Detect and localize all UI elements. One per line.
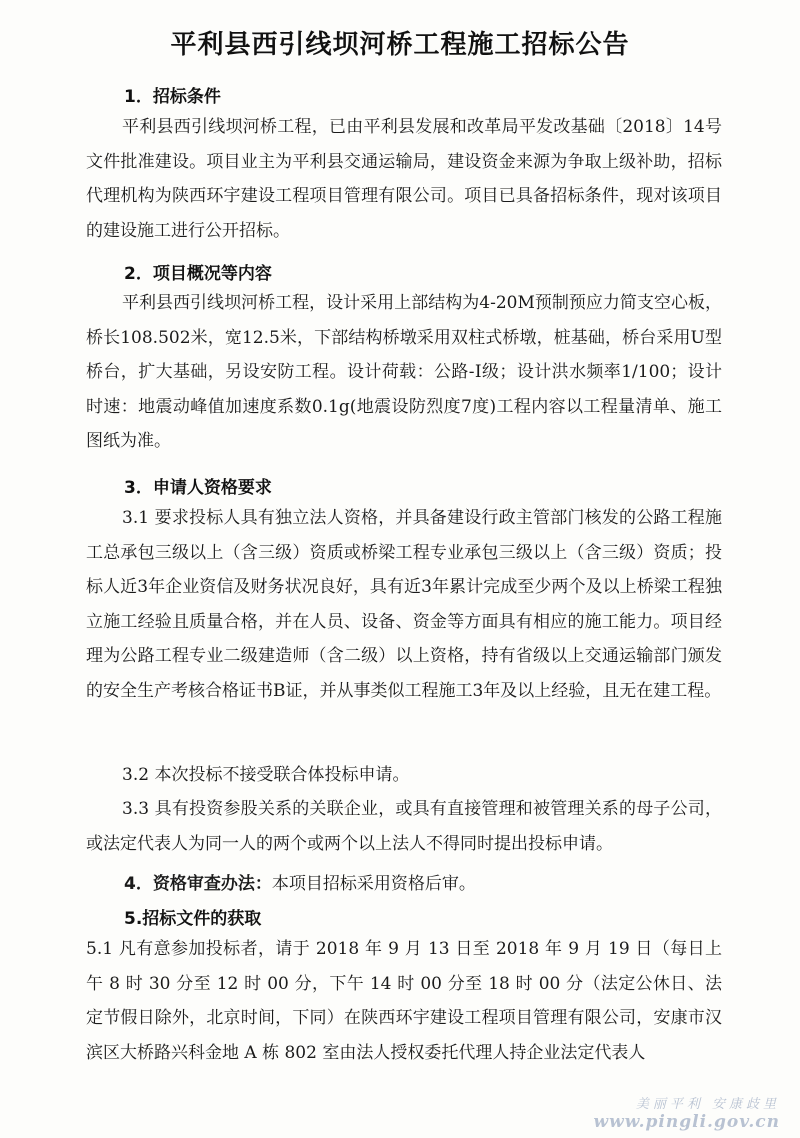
section-4-text: 本项目招标采用资格后审。 (271, 874, 476, 894)
section-2-heading: 2．项目概况等内容 (124, 264, 272, 284)
document-title: 平利县西引线坝河桥工程施工招标公告 (170, 30, 630, 60)
section-5-1-paragraph: 5.1 凡有意参加投标者，请于 2018 年 9 月 13 日至 2018 年 9 月 19 日（每日上午 8 时 30 分至 12 时 00 分，下午 14 时 00 分至 18 时 00 分（法定公休日、法定节假日除外，北京时间，下同）在陕西环宇建设工程项目管理有限公司，安康市汉滨区大桥路兴科金地 A 栋 802 室由法人授权委托代理人持企业法定代表人 (86, 939, 722, 1063)
section-4-line (124, 869, 476, 894)
site-watermark (593, 1093, 780, 1132)
section-1-paragraph: 平利县西引线坝河桥工程，已由平利县发展和改革局平发改基础〔2018〕14号文件批准建设。项目业主为平利县交通运输局，建设资金来源为争取上级补助，招标代理机构为陕西环宇建设工程项目管理有限公司。项目已具备招标条件，现对该项目的建设施工进行公开招标。 (86, 117, 722, 241)
section-4-heading: 4．资格审查办法： (124, 874, 272, 894)
section-5-heading: 5.招标文件的获取 (124, 909, 262, 929)
section-1-heading: 1．招标条件 (124, 87, 221, 107)
section-3-3-paragraph: 3.3 具有投资参股关系的关联企业，或具有直接管理和被管理关系的母子公司，或法定代表人为同一人的两个或两个以上法人不得同时提出投标申请。 (86, 799, 722, 854)
section-3-1-paragraph: 3.1 要求投标人具有独立法人资格，并具备建设行政主管部门核发的公路工程施工总承包三级以上（含三级）资质或桥梁工程专业承包三级以上（含三级）资质；投标人近3年企业资信及财务状况良好，具有近3年累计完成至少两个及以上桥梁工程独立施工经验且质量合格，并在人员、设备、资金等方面具有相应的施工能力。项目经理为公路工程专业二级建造师（含二级）以上资格，持有省级以上交通运输部门颁发的安全生产考核合格证书B证，并从事类似工程施工3年及以上经验，且无在建工程。 (86, 508, 722, 701)
watermark-slogan: 美丽平利 安康歧里 (635, 1097, 780, 1112)
section-3-heading: 3．申请人资格要求 (124, 478, 272, 498)
section-2-paragraph: 平利县西引线坝河桥工程，设计采用上部结构为4-20M预制预应力简支空心板，桥长108.502米，宽12.5米，下部结构桥墩采用双柱式桥墩，桩基础，桥台采用U型桥台，扩大基础，另设安防工程。设计荷载：公路-Ⅰ级；设计洪水频率1/100；设计时速：地震动峰值加速度系数0.1g(地震设防烈度7度)工程内容以工程量清单、施工图纸为准。 (86, 293, 722, 452)
section-3-2-paragraph: 3.2 本次投标不接受联合体投标申请。 (122, 765, 410, 785)
watermark-url: www.pingli.gov.cn (593, 1112, 780, 1132)
